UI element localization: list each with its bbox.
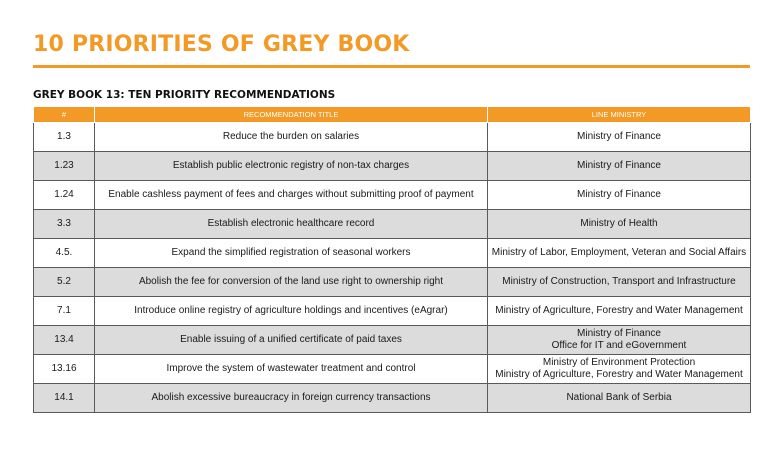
ministry-line: Ministry of Agriculture, Forestry and Water Management [495,305,743,316]
ministry-line: Ministry of Environment Protection [542,357,696,368]
row-number: 3.3 [34,210,95,239]
row-ministry [488,268,751,297]
column-header-number: # [34,107,95,123]
row-ministry [488,355,751,384]
row-number: 13.4 [34,326,95,355]
row-title: Improve the system of wastewater treatment and control [95,355,488,384]
row-ministry [488,181,751,210]
ministry-line: National Bank of Serbia [566,392,672,403]
row-ministry [488,210,751,239]
ministry-line: Ministry of Finance [577,328,661,339]
row-title: Abolish excessive bureaucracy in foreign currency transactions [95,384,488,413]
page-title: 10 PRIORITIES OF GREY BOOK [33,32,410,57]
row-title: Reduce the burden on salaries [95,123,488,152]
table-row [34,123,751,152]
table-header-row [34,107,751,123]
row-ministry [488,326,751,355]
column-header-title: RECOMMENDATION TITLE [95,107,488,123]
row-ministry [488,384,751,413]
ministry-line: Ministry of Health [580,218,658,229]
row-number: 13.16 [34,355,95,384]
ministry-line: Ministry of Agriculture, Forestry and Water Management [495,369,743,380]
ministry-line: Ministry of Finance [577,189,661,200]
table-row [34,355,751,384]
row-title: Introduce online registry of agriculture holdings and incentives (eAgrar) [95,297,488,326]
row-title: Enable cashless payment of fees and charges without submitting proof of payment [95,181,488,210]
table-row [34,152,751,181]
row-number: 4.5. [34,239,95,268]
row-ministry [488,123,751,152]
row-number: 5.2 [34,268,95,297]
row-title: Enable issuing of a unified certificate of paid taxes [95,326,488,355]
table-row [34,384,751,413]
table-row [34,239,751,268]
table-row [34,268,751,297]
row-number: 1.3 [34,123,95,152]
ministry-line: Ministry of Finance [577,160,661,171]
row-ministry [488,152,751,181]
row-title: Expand the simplified registration of seasonal workers [95,239,488,268]
row-number: 1.24 [34,181,95,210]
table-row [34,210,751,239]
table-row [34,326,751,355]
ministry-line: Ministry of Construction, Transport and Infrastructure [502,276,736,287]
column-header-ministry: LINE MINISTRY [488,107,751,123]
row-title: Abolish the fee for conversion of the land use right to ownership right [95,268,488,297]
row-ministry [488,239,751,268]
row-number: 7.1 [34,297,95,326]
table-row [34,181,751,210]
recommendations-table [33,106,751,413]
title-divider [33,65,750,68]
row-title: Establish public electronic registry of non-tax charges [95,152,488,181]
ministry-line: Ministry of Labor, Employment, Veteran and Social Affairs [491,247,747,258]
ministry-line: Ministry of Finance [577,131,661,142]
table-caption: GREY BOOK 13: TEN PRIORITY RECOMMENDATIONS [33,89,336,101]
row-number: 14.1 [34,384,95,413]
ministry-line: Office for IT and eGovernment [551,340,687,351]
row-ministry [488,297,751,326]
row-title: Establish electronic healthcare record [95,210,488,239]
row-number: 1.23 [34,152,95,181]
table-row [34,297,751,326]
